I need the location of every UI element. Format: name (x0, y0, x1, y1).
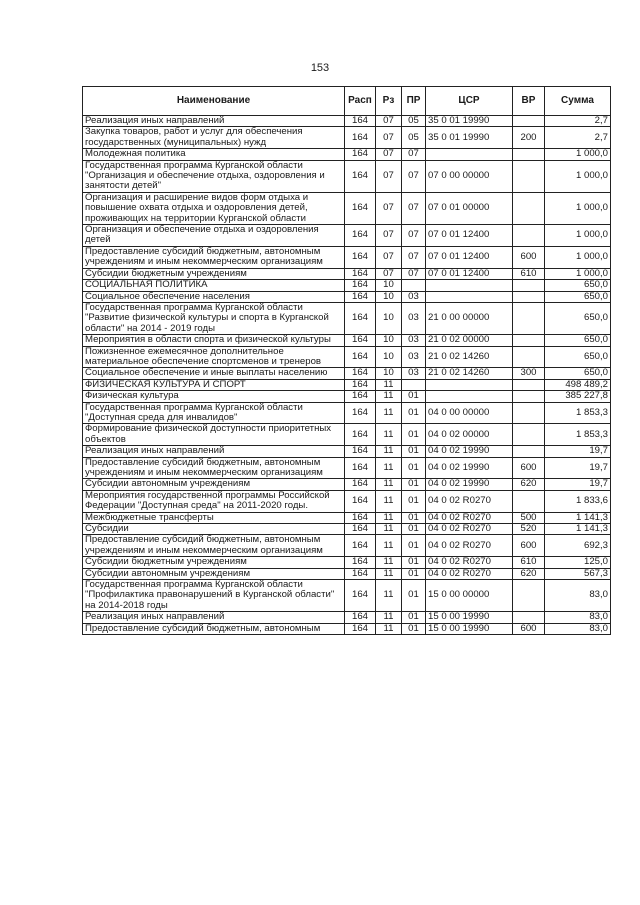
row-sum: 650,0 (545, 291, 611, 302)
table-row (83, 192, 611, 224)
row-name: Закупка товаров, работ и услуг для обеспечения государственных (муниципальных) нужд (83, 127, 345, 149)
row-sum: 567,3 (545, 568, 611, 579)
row-csr: 04 0 02 19990 (426, 479, 513, 490)
row-csr: 04 0 02 R0270 (426, 512, 513, 523)
row-pr: 01 (402, 424, 426, 446)
row-sum: 692,3 (545, 535, 611, 557)
row-name: Физическая культура (83, 391, 345, 402)
table-row (83, 490, 611, 512)
row-pr: 07 (402, 160, 426, 192)
row-sum: 1 000,0 (545, 149, 611, 160)
column-header-pr: ПР (402, 87, 426, 116)
row-sum: 1 853,3 (545, 424, 611, 446)
column-header-csr: ЦСР (426, 87, 513, 116)
row-vr (513, 116, 545, 127)
row-csr: 04 0 02 R0270 (426, 557, 513, 568)
row-rz: 11 (376, 512, 402, 523)
row-sum: 2,7 (545, 116, 611, 127)
row-name: Предоставление субсидий бюджетным, автономным учреждениям и иным некоммерческим организациям (83, 246, 345, 268)
row-pr: 01 (402, 524, 426, 535)
row-pr: 01 (402, 612, 426, 623)
column-header-sum: Сумма (545, 87, 611, 116)
row-csr: 15 0 00 00000 (426, 580, 513, 612)
row-name: Субсидии бюджетным учреждениям (83, 557, 345, 568)
row-pr: 07 (402, 225, 426, 247)
row-pr (402, 379, 426, 390)
row-csr (426, 280, 513, 291)
row-sum: 1 141,3 (545, 524, 611, 535)
row-rz: 07 (376, 246, 402, 268)
row-vr: 300 (513, 368, 545, 379)
row-rasp: 164 (345, 479, 376, 490)
table-row (83, 424, 611, 446)
row-pr: 01 (402, 580, 426, 612)
row-pr: 07 (402, 246, 426, 268)
row-vr (513, 346, 545, 368)
row-rasp: 164 (345, 116, 376, 127)
table-row (83, 379, 611, 390)
row-sum: 650,0 (545, 335, 611, 346)
row-rasp: 164 (345, 149, 376, 160)
row-sum: 650,0 (545, 346, 611, 368)
row-rasp: 164 (345, 335, 376, 346)
row-name: Мероприятия государственной программы Российской Федерации "Доступная среда" на 2011-2020 годы. (83, 490, 345, 512)
row-name: Субсидии бюджетным учреждениям (83, 268, 345, 279)
row-csr: 21 0 00 00000 (426, 302, 513, 334)
row-rasp: 164 (345, 557, 376, 568)
row-rasp: 164 (345, 612, 376, 623)
row-sum: 1 141,3 (545, 512, 611, 523)
table-row (83, 268, 611, 279)
row-vr (513, 149, 545, 160)
row-rasp: 164 (345, 524, 376, 535)
row-rasp: 164 (345, 280, 376, 291)
row-pr: 01 (402, 512, 426, 523)
row-csr (426, 391, 513, 402)
row-pr: 01 (402, 457, 426, 479)
row-rz: 11 (376, 535, 402, 557)
budget-table (82, 86, 611, 635)
page-number: 153 (310, 62, 330, 74)
row-vr (513, 291, 545, 302)
table-row (83, 335, 611, 346)
row-name: ФИЗИЧЕСКАЯ КУЛЬТУРА И СПОРТ (83, 379, 345, 390)
row-pr: 01 (402, 568, 426, 579)
row-vr: 500 (513, 512, 545, 523)
table-body (83, 116, 611, 635)
row-pr: 01 (402, 623, 426, 634)
row-vr (513, 192, 545, 224)
row-name: Субсидии автономным учреждениям (83, 479, 345, 490)
row-rz: 11 (376, 424, 402, 446)
row-name: Государственная программа Курганской области "Развитие физической культуры и спорта в Курганской области" на 2014 - 2019 годы (83, 302, 345, 334)
row-rasp: 164 (345, 446, 376, 457)
row-csr: 35 0 01 19990 (426, 127, 513, 149)
row-rasp: 164 (345, 160, 376, 192)
row-rz: 07 (376, 225, 402, 247)
row-vr: 600 (513, 457, 545, 479)
row-pr: 01 (402, 402, 426, 424)
table-row (83, 524, 611, 535)
row-sum: 385 227,8 (545, 391, 611, 402)
row-csr: 15 0 00 19990 (426, 612, 513, 623)
row-rz: 10 (376, 368, 402, 379)
table-row (83, 246, 611, 268)
row-pr: 01 (402, 446, 426, 457)
row-rz: 10 (376, 346, 402, 368)
row-rasp: 164 (345, 302, 376, 334)
row-sum: 83,0 (545, 612, 611, 623)
row-rasp: 164 (345, 391, 376, 402)
row-rz: 11 (376, 490, 402, 512)
row-csr: 21 0 02 14260 (426, 368, 513, 379)
row-rz: 11 (376, 568, 402, 579)
row-sum: 1 000,0 (545, 192, 611, 224)
row-vr (513, 302, 545, 334)
row-name: Предоставление субсидий бюджетным, автономным учреждениям и иным некоммерческим организациям (83, 535, 345, 557)
table-row (83, 368, 611, 379)
row-sum: 83,0 (545, 623, 611, 634)
row-rasp: 164 (345, 424, 376, 446)
row-rasp: 164 (345, 291, 376, 302)
row-rz: 11 (376, 457, 402, 479)
row-name: Межбюджетные трансферты (83, 512, 345, 523)
row-rz: 10 (376, 335, 402, 346)
row-csr (426, 291, 513, 302)
row-name: Субсидии (83, 524, 345, 535)
row-rasp: 164 (345, 490, 376, 512)
row-name: Организация и обеспечение отдыха и оздоровления детей (83, 225, 345, 247)
row-csr: 04 0 02 19990 (426, 457, 513, 479)
row-csr: 07 0 00 00000 (426, 160, 513, 192)
row-rz: 10 (376, 302, 402, 334)
row-csr: 15 0 00 19990 (426, 623, 513, 634)
row-vr (513, 612, 545, 623)
row-name: Пожизненное ежемесячное дополнительное материальное обеспечение спортсменов и тренеров (83, 346, 345, 368)
row-rz: 10 (376, 280, 402, 291)
row-rasp: 164 (345, 379, 376, 390)
row-rz: 11 (376, 623, 402, 634)
row-rasp: 164 (345, 268, 376, 279)
row-vr (513, 280, 545, 291)
row-sum: 83,0 (545, 580, 611, 612)
table-row (83, 446, 611, 457)
row-rasp: 164 (345, 368, 376, 379)
row-csr (426, 379, 513, 390)
row-name: Социальное обеспечение населения (83, 291, 345, 302)
table-row (83, 225, 611, 247)
row-pr: 07 (402, 192, 426, 224)
row-name: Социальное обеспечение и иные выплаты населению (83, 368, 345, 379)
table-header-row (83, 87, 611, 116)
row-vr (513, 160, 545, 192)
row-sum: 650,0 (545, 302, 611, 334)
row-pr: 01 (402, 391, 426, 402)
row-csr: 04 0 02 R0270 (426, 524, 513, 535)
row-pr: 07 (402, 268, 426, 279)
row-vr: 610 (513, 557, 545, 568)
row-sum: 19,7 (545, 446, 611, 457)
table-row (83, 127, 611, 149)
row-rz: 07 (376, 149, 402, 160)
column-header-name: Наименование (83, 87, 345, 116)
row-sum: 125,0 (545, 557, 611, 568)
row-vr: 620 (513, 568, 545, 579)
row-rasp: 164 (345, 580, 376, 612)
table-row (83, 479, 611, 490)
table-row (83, 612, 611, 623)
row-rz: 11 (376, 580, 402, 612)
row-rz: 11 (376, 391, 402, 402)
row-pr: 03 (402, 346, 426, 368)
row-name: Мероприятия в области спорта и физической культуры (83, 335, 345, 346)
row-sum: 1 000,0 (545, 225, 611, 247)
row-name: Предоставление субсидий бюджетным, автономным (83, 623, 345, 634)
row-name: СОЦИАЛЬНАЯ ПОЛИТИКА (83, 280, 345, 291)
row-csr: 07 0 01 12400 (426, 225, 513, 247)
table-row (83, 116, 611, 127)
row-rasp: 164 (345, 127, 376, 149)
row-csr: 07 0 01 12400 (426, 268, 513, 279)
table-row (83, 580, 611, 612)
row-name: Государственная программа Курганской области "Доступная среда для инвалидов" (83, 402, 345, 424)
row-name: Реализация иных направлений (83, 612, 345, 623)
table-row (83, 149, 611, 160)
row-rz: 11 (376, 524, 402, 535)
row-rz: 07 (376, 192, 402, 224)
row-pr: 01 (402, 535, 426, 557)
table-row (83, 512, 611, 523)
row-rz: 11 (376, 446, 402, 457)
row-pr: 03 (402, 302, 426, 334)
row-sum: 650,0 (545, 368, 611, 379)
row-vr (513, 402, 545, 424)
row-pr: 01 (402, 490, 426, 512)
table-row (83, 302, 611, 334)
row-name: Реализация иных направлений (83, 116, 345, 127)
table-row (83, 568, 611, 579)
table-row (83, 160, 611, 192)
row-rasp: 164 (345, 623, 376, 634)
row-sum: 650,0 (545, 280, 611, 291)
row-vr (513, 335, 545, 346)
row-csr: 04 0 02 00000 (426, 424, 513, 446)
table-row (83, 291, 611, 302)
row-csr: 21 0 02 00000 (426, 335, 513, 346)
table-row (83, 623, 611, 634)
row-name: Реализация иных направлений (83, 446, 345, 457)
row-csr: 21 0 02 14260 (426, 346, 513, 368)
row-pr (402, 280, 426, 291)
row-csr: 35 0 01 19990 (426, 116, 513, 127)
row-vr (513, 580, 545, 612)
table-row (83, 402, 611, 424)
row-name: Субсидии автономным учреждениям (83, 568, 345, 579)
table-row (83, 391, 611, 402)
column-header-rasp: Расп (345, 87, 376, 116)
row-sum: 1 000,0 (545, 160, 611, 192)
row-vr: 520 (513, 524, 545, 535)
row-rz: 07 (376, 160, 402, 192)
row-rasp: 164 (345, 225, 376, 247)
row-csr: 04 0 02 R0270 (426, 490, 513, 512)
row-vr (513, 379, 545, 390)
row-rz: 07 (376, 268, 402, 279)
row-csr (426, 149, 513, 160)
row-sum: 1 000,0 (545, 268, 611, 279)
row-rasp: 164 (345, 512, 376, 523)
row-rz: 10 (376, 291, 402, 302)
row-pr: 03 (402, 291, 426, 302)
row-vr (513, 424, 545, 446)
row-pr: 05 (402, 127, 426, 149)
row-sum: 1 000,0 (545, 246, 611, 268)
row-vr: 610 (513, 268, 545, 279)
table-row (83, 457, 611, 479)
row-pr: 01 (402, 557, 426, 568)
row-sum: 19,7 (545, 479, 611, 490)
row-rz: 11 (376, 557, 402, 568)
row-name: Молодежная политика (83, 149, 345, 160)
row-csr: 04 0 02 R0270 (426, 568, 513, 579)
table-row (83, 535, 611, 557)
row-rasp: 164 (345, 192, 376, 224)
row-csr: 04 0 00 00000 (426, 402, 513, 424)
row-sum: 498 489,2 (545, 379, 611, 390)
row-vr (513, 391, 545, 402)
row-rasp: 164 (345, 457, 376, 479)
row-vr (513, 446, 545, 457)
column-header-vr: ВР (513, 87, 545, 116)
row-rz: 07 (376, 127, 402, 149)
row-name: Государственная программа Курганской области "Профилактика правонарушений в Курганской области" на 2014-2018 годы (83, 580, 345, 612)
row-rasp: 164 (345, 402, 376, 424)
table-row (83, 557, 611, 568)
row-rasp: 164 (345, 346, 376, 368)
row-sum: 2,7 (545, 127, 611, 149)
row-vr: 600 (513, 535, 545, 557)
row-sum: 1 853,3 (545, 402, 611, 424)
row-name: Организация и расширение видов форм отдыха и повышение охвата отдыха и оздоровления детей, проживающих на территории Курганской области (83, 192, 345, 224)
row-pr: 03 (402, 335, 426, 346)
row-name: Формирование физической доступности приоритетных объектов (83, 424, 345, 446)
row-pr: 05 (402, 116, 426, 127)
row-vr (513, 225, 545, 247)
row-pr: 03 (402, 368, 426, 379)
row-rasp: 164 (345, 535, 376, 557)
table-row (83, 280, 611, 291)
row-sum: 1 833,6 (545, 490, 611, 512)
row-name: Государственная программа Курганской области "Организация и обеспечение отдыха, оздоровления и занятости детей" (83, 160, 345, 192)
row-rasp: 164 (345, 246, 376, 268)
row-rz: 11 (376, 379, 402, 390)
row-rz: 07 (376, 116, 402, 127)
row-vr: 600 (513, 246, 545, 268)
row-vr: 600 (513, 623, 545, 634)
row-vr: 200 (513, 127, 545, 149)
row-rz: 11 (376, 612, 402, 623)
row-csr: 07 0 01 00000 (426, 192, 513, 224)
row-vr (513, 490, 545, 512)
row-csr: 04 0 02 19990 (426, 446, 513, 457)
row-pr: 07 (402, 149, 426, 160)
row-pr: 01 (402, 479, 426, 490)
row-name: Предоставление субсидий бюджетным, автономным учреждениям и иным некоммерческим организациям (83, 457, 345, 479)
row-csr: 07 0 01 12400 (426, 246, 513, 268)
row-rz: 11 (376, 479, 402, 490)
column-header-rz: Рз (376, 87, 402, 116)
row-csr: 04 0 02 R0270 (426, 535, 513, 557)
row-rasp: 164 (345, 568, 376, 579)
row-sum: 19,7 (545, 457, 611, 479)
row-vr: 620 (513, 479, 545, 490)
table-row (83, 346, 611, 368)
row-rz: 11 (376, 402, 402, 424)
